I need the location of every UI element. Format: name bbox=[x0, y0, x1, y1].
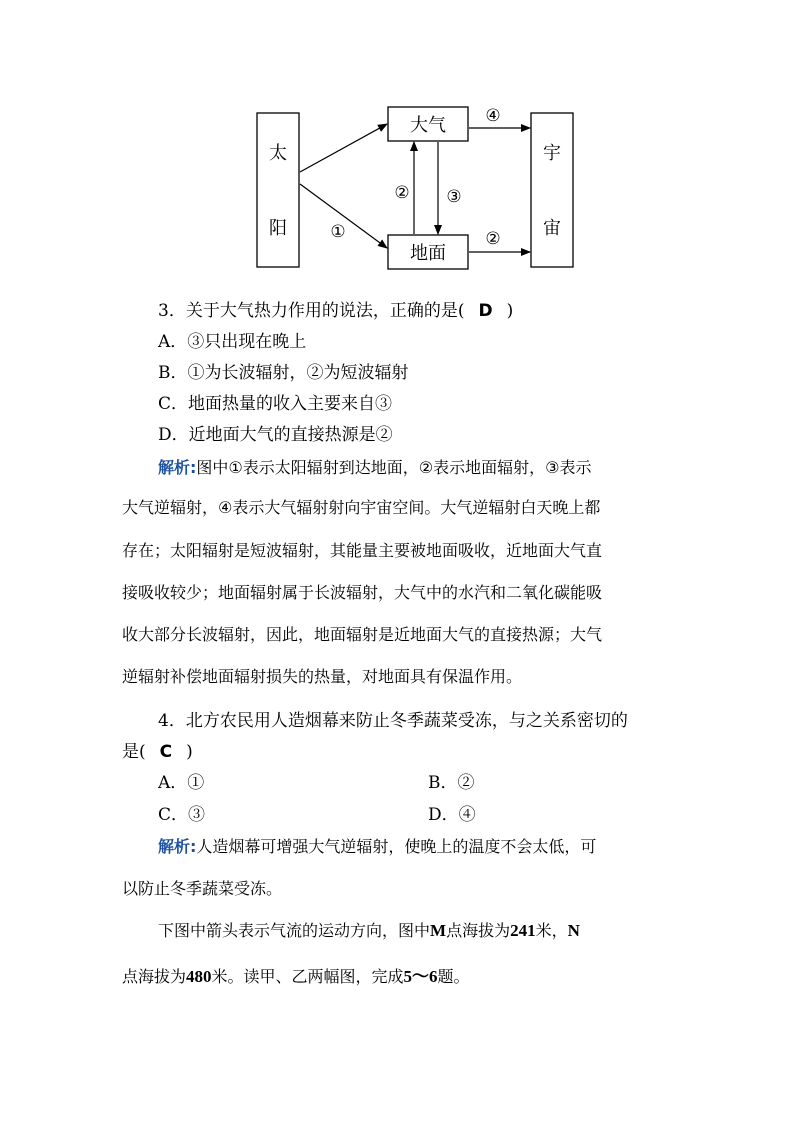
q4-stem-line-2 bbox=[122, 737, 794, 762]
intro-line-1 bbox=[158, 918, 794, 941]
q3-close: ) bbox=[506, 301, 514, 321]
mark-4: ④ bbox=[485, 106, 501, 126]
q3-analysis-text-1: 图中①表示太阳辐射到达地面，②表示地面辐射，③表示 bbox=[196, 458, 592, 477]
question-range: 5～6 bbox=[403, 967, 438, 986]
q4-analysis-text-1: 人造烟幕可增强大气逆辐射，使晚上的温度不会太低，可 bbox=[196, 837, 597, 856]
q3-analysis-line-4: 接吸收较少；地面辐射属于长波辐射，大气中的水汽和二氧化碳能吸 bbox=[122, 583, 603, 602]
q4-option-a: A．① bbox=[158, 773, 205, 793]
sun-box bbox=[257, 113, 299, 267]
q4-close: ) bbox=[186, 742, 193, 762]
arrow-sun-to-atmosphere bbox=[300, 124, 387, 172]
point-n: N bbox=[567, 921, 580, 940]
q3-analysis-line-1 bbox=[158, 455, 794, 478]
intro-line-2 bbox=[122, 962, 794, 987]
q4-stem-line-1: 4．北方农民用人造烟幕来防止冬季蔬菜受冻，与之关系密切的 bbox=[158, 711, 628, 731]
sun-label-1: 太 bbox=[269, 143, 287, 164]
q4-option-d: D．④ bbox=[428, 805, 476, 825]
mark-2-left: ② bbox=[394, 183, 410, 203]
q4-answer: C bbox=[159, 742, 173, 762]
radiation-diagram bbox=[250, 104, 590, 274]
universe-box bbox=[531, 113, 573, 267]
q4-option-c: C．③ bbox=[158, 805, 206, 825]
q4-option-b: B．② bbox=[428, 773, 475, 793]
intro-text-1c: 米， bbox=[535, 921, 568, 940]
q3-option-c: C．地面热量的收入主要来自③ bbox=[158, 394, 393, 414]
q3-analysis-line-5: 收大部分长波辐射，因此，地面辐射是近地面大气的直接热源；大气 bbox=[122, 625, 603, 644]
mark-1: ① bbox=[330, 222, 346, 242]
q3-option-d: D．近地面大气的直接热源是② bbox=[158, 425, 393, 445]
q3-analysis-line-2: 大气逆辐射，④表示大气辐射射向宇宙空间。大气逆辐射白天晚上都 bbox=[122, 498, 601, 517]
q3-option-b: B．①为长波辐射，②为短波辐射 bbox=[158, 363, 409, 383]
q4-stem-text-2: 是( bbox=[122, 742, 146, 762]
n-altitude: 480 bbox=[186, 967, 212, 986]
atmosphere-label: 大气 bbox=[410, 115, 446, 136]
intro-text-2b: 米。读甲、乙两幅图，完成 bbox=[211, 967, 404, 986]
mark-3: ③ bbox=[446, 187, 462, 207]
q3-stem-text: 3．关于大气热力作用的说法，正确的是( bbox=[158, 301, 465, 321]
q3-stem bbox=[158, 296, 794, 321]
q4-analysis-line-1 bbox=[158, 834, 794, 857]
intro-text-1b: 点海拔为 bbox=[446, 921, 511, 940]
q3-analysis-label: 解析: bbox=[158, 458, 197, 477]
q3-analysis-line-3: 存在；太阳辐射是短波辐射，其能量主要被地面吸收，近地面大气直 bbox=[122, 541, 603, 560]
point-m: M bbox=[430, 921, 447, 940]
m-altitude: 241 bbox=[510, 921, 536, 940]
q3-answer: D bbox=[478, 301, 493, 321]
intro-text-2a: 点海拔为 bbox=[122, 967, 187, 986]
intro-text-1a: 下图中箭头表示气流的运动方向，图中 bbox=[158, 921, 431, 940]
q3-analysis-line-6: 逆辐射补偿地面辐射损失的热量，对地面具有保温作用。 bbox=[122, 667, 523, 686]
mark-2-right: ② bbox=[485, 229, 501, 249]
universe-label-2: 宙 bbox=[543, 218, 561, 239]
q4-analysis-label: 解析: bbox=[158, 837, 197, 856]
ground-label: 地面 bbox=[410, 243, 446, 264]
intro-text-2c: 题。 bbox=[437, 967, 470, 986]
sun-label-2: 阳 bbox=[269, 218, 287, 239]
universe-label-1: 宇 bbox=[543, 143, 561, 164]
q4-analysis-line-2: 以防止冬季蔬菜受冻。 bbox=[122, 879, 283, 898]
q3-option-a: A．③只出现在晚上 bbox=[158, 332, 307, 352]
